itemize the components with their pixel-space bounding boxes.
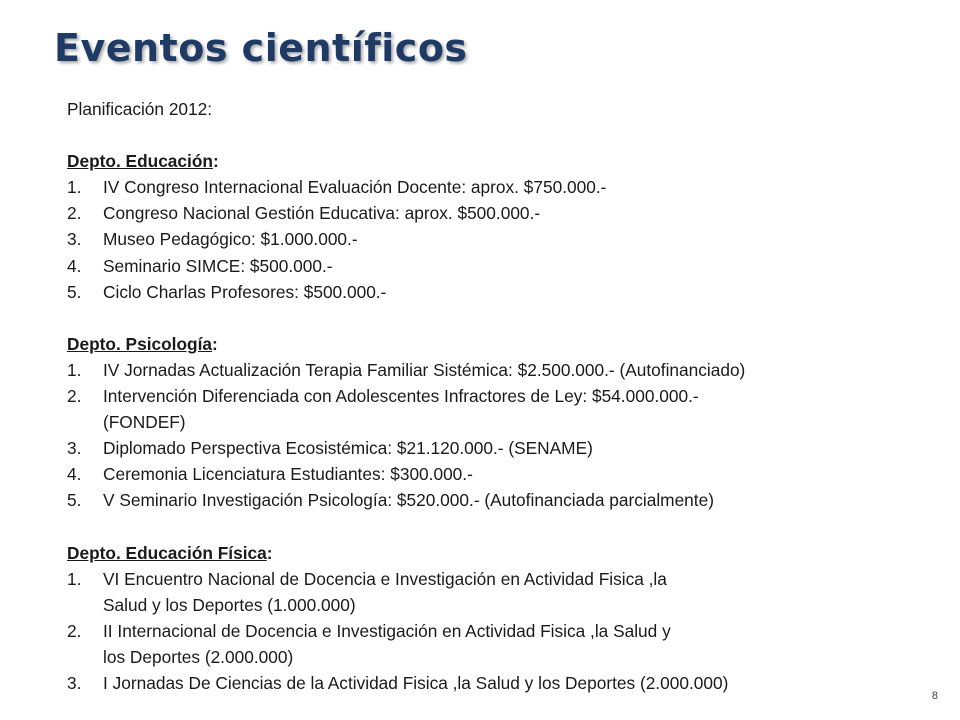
- list-item-number: 1.: [67, 359, 82, 380]
- list-item-number: 4.: [67, 464, 82, 485]
- list-item: [67, 670, 937, 696]
- list-item: [67, 383, 937, 435]
- department-heading: Depto. Educación Física:: [67, 542, 273, 563]
- list-item-number: 1.: [67, 568, 82, 589]
- list-item-number: 2.: [67, 386, 82, 407]
- list-item: [67, 253, 937, 279]
- list-item: [67, 566, 937, 618]
- slide-title: Eventos científicos: [54, 26, 468, 70]
- list-item-text: IV Congreso Internacional Evaluación Docente: aprox. $750.000.-: [103, 177, 607, 198]
- page-number: 8: [931, 690, 938, 702]
- list-item-text: Congreso Nacional Gestión Educativa: aprox. $500.000.-: [103, 203, 541, 224]
- list-item-number: 3.: [67, 438, 82, 459]
- list-item-text: los Deportes (2.000.000): [103, 646, 294, 667]
- spacer: [67, 514, 937, 540]
- list-item-text: V Seminario Investigación Psicología: $520.000.- (Autofinanciada parcialmente): [103, 490, 714, 511]
- list-item: [67, 618, 937, 670]
- list-item-text: (FONDEF): [103, 412, 186, 433]
- list-item-text: I Jornadas De Ciencias de la Actividad Fisica ,la Salud y los Deportes (2.000.000): [103, 673, 729, 694]
- department-heading-label: Depto. Psicología: [67, 333, 212, 354]
- department-heading: Depto. Psicología:: [67, 333, 218, 354]
- department-heading-label: Depto. Educación: [67, 151, 213, 172]
- list-item: [67, 226, 937, 252]
- list-item-text: Seminario SIMCE: $500.000.-: [103, 255, 333, 276]
- list-item-number: 2.: [67, 620, 82, 641]
- sections-container: [67, 148, 937, 696]
- spacer: [67, 305, 937, 331]
- list-item: [67, 200, 937, 226]
- list-item: [67, 357, 937, 383]
- list-item-number: 1.: [67, 177, 82, 198]
- list-item-text: II Internacional de Docencia e Investigación en Actividad Fisica ,la Salud y: [103, 620, 671, 641]
- list-item-text: VI Encuentro Nacional de Docencia e Investigación en Actividad Fisica ,la: [103, 568, 667, 589]
- list-item-text: Intervención Diferenciada con Adolescentes Infractores de Ley: $54.000.000.-: [103, 386, 699, 407]
- department-heading: Depto. Educación:: [67, 151, 219, 172]
- list-item: [67, 435, 937, 461]
- list-item: [67, 174, 937, 200]
- list-item: [67, 461, 937, 487]
- list-item-text: IV Jornadas Actualización Terapia Familiar Sistémica: $2.500.000.- (Autofinanciado): [103, 359, 746, 380]
- list-item-number: 4.: [67, 255, 82, 276]
- list-item: [67, 279, 937, 305]
- spacer: [67, 122, 937, 148]
- list-item-number: 5.: [67, 490, 82, 511]
- list-item: [67, 487, 937, 513]
- list-item-number: 3.: [67, 229, 82, 250]
- list-item-text: Ceremonia Licenciatura Estudiantes: $300.000.-: [103, 464, 473, 485]
- list-item-number: 2.: [67, 203, 82, 224]
- department-heading-label: Depto. Educación Física: [67, 542, 267, 563]
- list-item-text: Museo Pedagógico: $1.000.000.-: [103, 229, 358, 250]
- list-item-number: 5.: [67, 281, 82, 302]
- intro-text: Planificación 2012:: [67, 99, 213, 119]
- slide-body: [67, 96, 937, 696]
- list-item-number: 3.: [67, 673, 82, 694]
- list-item-text: Diplomado Perspectiva Ecosistémica: $21.120.000.- (SENAME): [103, 438, 593, 459]
- list-item-text: Ciclo Charlas Profesores: $500.000.-: [103, 281, 387, 302]
- list-item-text: Salud y los Deportes (1.000.000): [103, 594, 356, 615]
